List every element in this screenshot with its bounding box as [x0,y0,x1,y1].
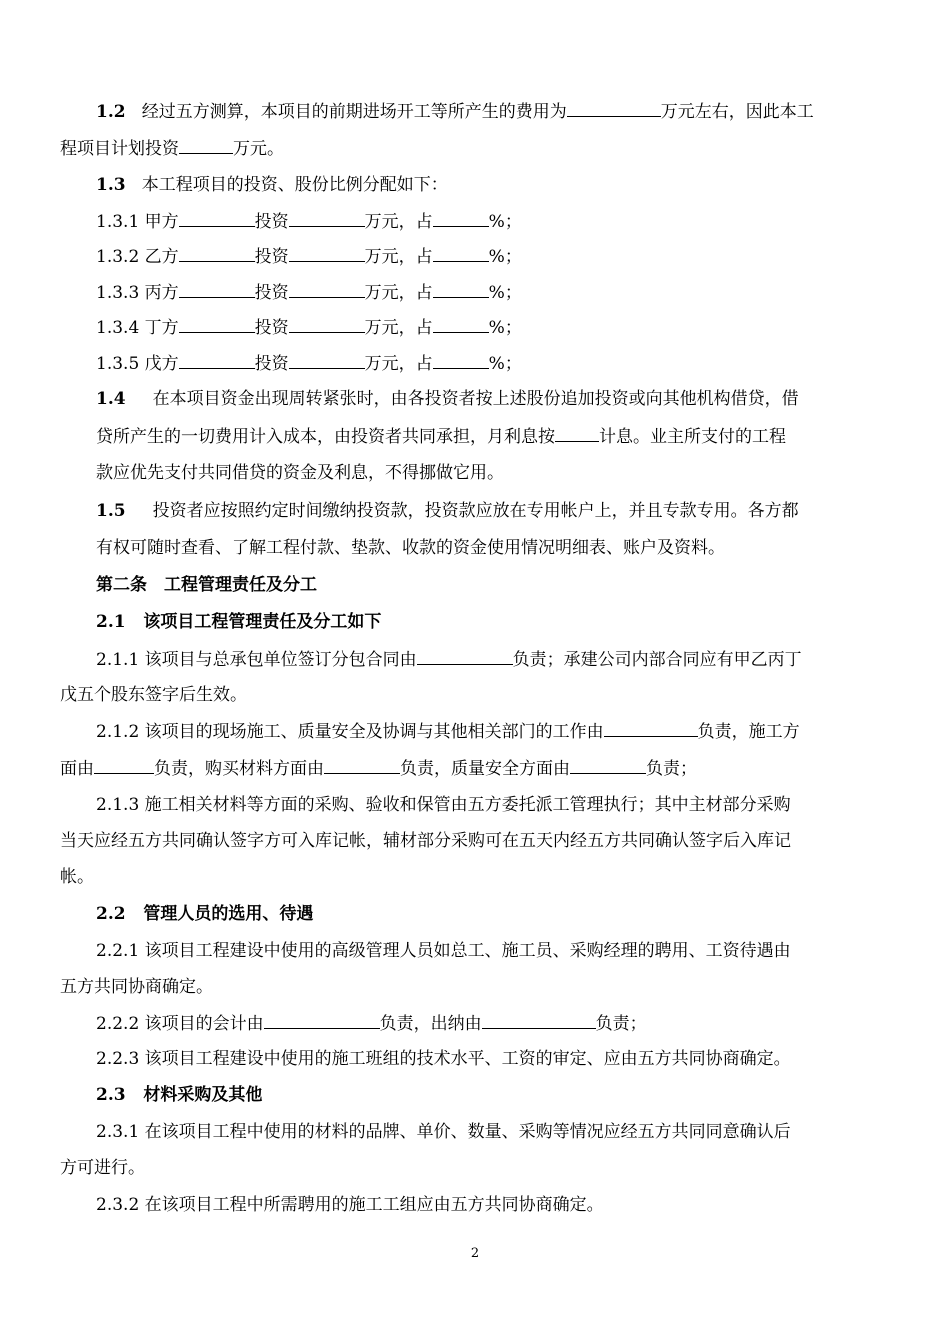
investor-row [96,244,522,269]
blank-field[interactable] [433,351,489,369]
percent-label: %； [488,247,522,267]
blank-field[interactable] [570,756,646,774]
page-number: 2 [470,1246,480,1261]
clause-1-2-line-1 [96,99,814,124]
clause-2-1-3-line-3 [60,865,94,889]
clause-text: 万元左右，因此本工 [660,102,814,122]
clause-2-3-1-line-1 [96,1120,791,1144]
clause-1-2-line-2 [60,136,284,161]
blank-field[interactable] [482,1011,596,1029]
section-2-1-heading [96,610,381,634]
blank-field[interactable] [179,351,255,369]
clause-text: 方可进行。 [60,1158,145,1178]
clause-1-3 [96,173,448,197]
clause-1-4-line-2 [96,424,786,449]
blank-field[interactable] [179,209,255,227]
clause-text: 投资者应按照约定时间缴纳投资款，投资款应放在专用帐户上，并且专款专用。各方都 [152,501,799,521]
investor-row [96,209,522,234]
blank-field[interactable] [179,244,255,262]
blank-field[interactable] [417,647,513,665]
clause-text: 当天应经五方共同确认签字方可入库记帐，辅材部分采购可在五天内经五方共同确认签字后入库记 [60,831,791,851]
invest-label: 投资 [254,318,289,338]
clause-text: 贷所产生的一切费用计入成本，由投资者共同承担，月利息按 [96,427,555,447]
row-number: 1.3.2 [96,247,140,267]
clause-2-3-1-line-2 [60,1156,145,1180]
unit-label: 万元，占 [364,212,433,232]
investor-row [96,315,522,340]
clause-text: 戊五个股东签字后生效。 [60,685,247,705]
party-name: 丙方 [144,283,179,303]
section-2-2-heading [96,902,313,926]
party-name: 甲方 [144,212,179,232]
clause-text: 万元。 [233,139,284,159]
clause-text: 有权可随时查看、了解工程付款、垫款、收款的资金使用情况明细表、账户及资料。 [96,538,725,558]
clause-text: 2.1.2 该项目的现场施工、质量安全及协调与其他相关部门的工作由 [96,722,604,742]
clause-1-4-line-3 [96,461,504,485]
clause-text: 2.3.2 在该项目工程中所需聘用的施工工组应由五方共同协商确定。 [96,1195,604,1215]
clause-number: 1.5 [96,501,126,521]
percent-label: %； [488,318,522,338]
clause-text: 2.2.2 该项目的会计由 [96,1014,264,1034]
clause-2-2-2 [96,1011,647,1036]
clause-text: 经过五方测算，本项目的前期进场开工等所产生的费用为 [141,102,567,122]
clause-text: 2.2.1 该项目工程建设中使用的高级管理人员如总工、施工员、采购经理的聘用、工资待遇由 [96,941,791,961]
blank-field[interactable] [289,209,365,227]
party-name: 乙方 [144,247,179,267]
blank-field[interactable] [289,351,365,369]
unit-label: 万元，占 [364,354,433,374]
blank-field[interactable] [433,244,489,262]
clause-1-5-line-1 [96,499,799,523]
clause-text: 帐。 [60,867,94,887]
invest-label: 投资 [254,212,289,232]
section-number: 2.1 [96,612,126,632]
unit-label: 万元，占 [364,283,433,303]
clause-text: 负责，质量安全方面由 [400,759,570,779]
section-title: 该项目工程管理责任及分工如下 [143,612,382,632]
blank-field[interactable] [179,280,255,298]
clause-2-1-1-line-1 [96,647,802,672]
article-2-heading: 第二条 工程管理责任及分工 [96,575,317,595]
clause-2-2-3 [96,1047,791,1071]
clause-text: 2.2.3 该项目工程建设中使用的施工班组的技术水平、工资的审定、应由五方共同协商确定。 [96,1049,791,1069]
clause-text: 在本项目资金出现周转紧张时，由各投资者按上述股份追加投资或向其他机构借贷，借 [152,389,799,409]
invest-label: 投资 [254,247,289,267]
clause-2-1-3-line-2 [60,829,791,853]
clause-text: 程项目计划投资 [60,139,179,159]
clause-number: 1.2 [96,102,126,122]
section-title: 材料采购及其他 [143,1085,263,1105]
percent-label: %； [488,283,522,303]
section-number: 2.2 [96,904,126,924]
investor-row [96,280,522,305]
clause-2-1-3-line-1 [96,793,791,817]
blank-field[interactable] [264,1011,380,1029]
section-title: 管理人员的选用、待遇 [143,904,314,924]
investor-row [96,351,522,376]
clause-text: 负责，购买材料方面由 [154,759,324,779]
clause-text: 五方共同协商确定。 [60,977,213,997]
clause-number: 1.3 [96,175,126,195]
blank-field[interactable] [555,424,599,442]
clause-text: 负责，出纳由 [379,1014,482,1034]
row-number: 1.3.4 [96,318,140,338]
blank-field[interactable] [433,209,489,227]
unit-label: 万元，占 [364,318,433,338]
clause-text: 负责； [595,1014,647,1034]
unit-label: 万元，占 [364,247,433,267]
blank-field[interactable] [324,756,400,774]
percent-label: %； [488,212,522,232]
clause-text: 计息。业主所支付的工程 [599,427,786,447]
clause-text: 款应优先支付共同借贷的资金及利息，不得挪做它用。 [96,463,504,483]
blank-field[interactable] [433,315,489,333]
section-2-3-heading [96,1083,262,1107]
clause-1-5-line-2 [96,536,725,560]
clause-2-2-1-line-1 [96,939,791,963]
clause-2-1-2-line-2 [60,756,697,781]
clause-2-2-1-line-2 [60,975,213,999]
blank-field[interactable] [94,756,154,774]
clause-text: 负责；承建公司内部合同应有甲乙丙丁 [512,650,802,670]
blank-field[interactable] [289,315,365,333]
clause-text: 2.1.1 该项目与总承包单位签订分包合同由 [96,650,417,670]
clause-1-4-line-1 [96,387,799,411]
clause-2-1-1-line-2 [60,683,247,707]
clause-text: 负责，施工方 [697,722,800,742]
blank-field[interactable] [179,315,255,333]
blank-field[interactable] [289,280,365,298]
clause-2-1-2-line-1 [96,719,800,744]
row-number: 1.3.3 [96,283,140,303]
clause-text: 面由 [60,759,94,779]
clause-text: 负责； [646,759,697,779]
party-name: 丁方 [144,318,179,338]
percent-label: %； [488,354,522,374]
clause-2-3-2 [96,1193,604,1217]
invest-label: 投资 [254,283,289,303]
blank-field[interactable] [567,99,661,117]
clause-number: 1.4 [96,389,126,409]
clause-text: 本工程项目的投资、股份比例分配如下： [141,175,448,195]
blank-field[interactable] [289,244,365,262]
clause-text: 2.3.1 在该项目工程中使用的材料的品牌、单价、数量、采购等情况应经五方共同同意确认后 [96,1122,791,1142]
blank-field[interactable] [433,280,489,298]
row-number: 1.3.1 [96,212,140,232]
section-number: 2.3 [96,1085,126,1105]
invest-label: 投资 [254,354,289,374]
party-name: 戊方 [144,354,179,374]
clause-text: 2.1.3 施工相关材料等方面的采购、验收和保管由五方委托派工管理执行；其中主材部分采购 [96,795,791,815]
row-number: 1.3.5 [96,354,140,374]
blank-field[interactable] [179,136,233,154]
blank-field[interactable] [604,719,698,737]
